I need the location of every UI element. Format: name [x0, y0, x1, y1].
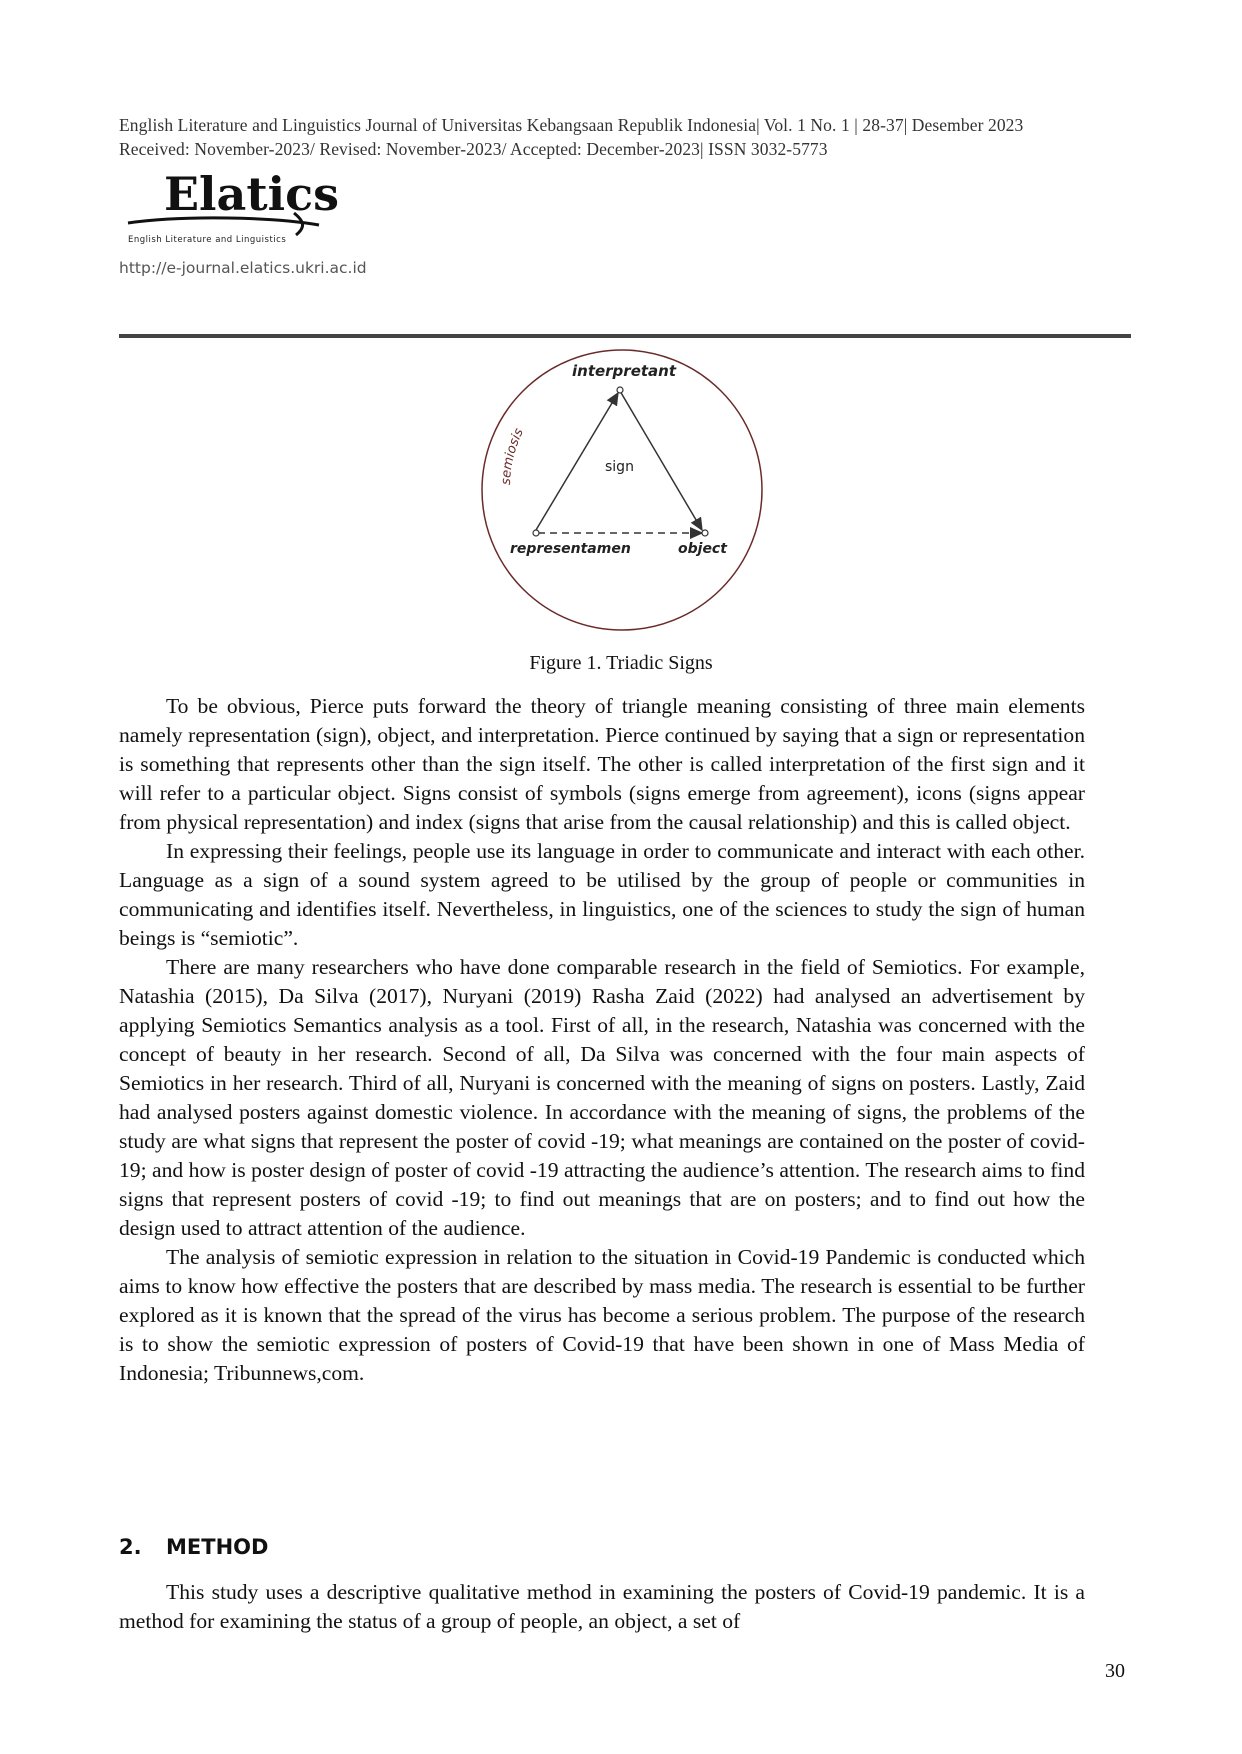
- object-label: object: [678, 541, 727, 557]
- journal-logo: [124, 165, 354, 250]
- section-number: 2.: [119, 1535, 142, 1559]
- paragraph: There are many researchers who have done comparable research in the field of Semiotics. For example, Natashia (2015), Da Silva (2017), Nuryani (2019) Rasha Zaid (2022) had analysed an advertisement by applying Semiotics Semantics analysis as a tool. First of all, in the research, Natashia was concerned with the concept of beauty in her research. Second of all, Da Silva was concerned with the four main aspects of Semiotics in her research. Third of all, Nuryani is concerned with the meaning of signs on posters. Lastly, Zaid had analysed posters against domestic violence. In accordance with the meaning of signs, the problems of the study are what signs that represent the poster of covid -19; what meanings are contained on the poster of covid-19; and how is poster design of poster of covid -19 attracting the audience’s attention. The research aims to find signs that represent posters of covid -19; to find out meanings that are on posters; and to find out how the design used to attract attention of the audience.: [119, 955, 1085, 1240]
- journal-url[interactable]: http://e-journal.elatics.ukri.ac.id: [119, 259, 367, 277]
- paragraph: The analysis of semiotic expression in relation to the situation in Covid-19 Pandemic is conducted which aims to know how effective the posters that are described by mass media. The research is essential to be further explored as it is known that the spread of the virus has become a serious problem. The purpose of the research is to show the semiotic expression of posters of Covid-19 that have been shown in one of Mass Media of Indonesia; Tribunnews,com.: [119, 1245, 1085, 1385]
- triadic-sign-figure: [480, 343, 770, 638]
- paragraph: In expressing their feelings, people use its language in order to communicate and interact with each other. Language as a sign of a sound system agreed to be utilised by the group of people or communities in communicating and identifies itself. Nevertheless, in linguistics, one of the sciences to study the sign of human beings is “semiotic”.: [119, 839, 1085, 950]
- section-heading: [119, 1535, 268, 1559]
- paragraph: To be obvious, Pierce puts forward the theory of triangle meaning consisting of three main elements namely representation (sign), object, and interpretation. Pierce continued by saying that a sign or representation is something that represents other than the sign itself. The other is called interpretation of the first sign and it will refer to a particular object. Signs consist of symbols (signs emerge from agreement), icons (signs appear from physical representation) and index (signs that arise from the causal relationship) and this is called object.: [119, 694, 1085, 834]
- node-object: [702, 530, 708, 536]
- sign-label: sign: [605, 459, 634, 475]
- figure-caption: Figure 1. Triadic Signs: [529, 652, 713, 674]
- body-text: [119, 692, 1085, 1388]
- journal-dates-line: Received: November-2023/ Revised: November-2023/ Accepted: December-2023| ISSN 3032-5773: [119, 139, 828, 159]
- method-text: [119, 1578, 1085, 1636]
- node-interpretant: [617, 387, 623, 393]
- logo-wordmark: Elatics: [164, 167, 339, 221]
- interpretant-label: interpretant: [572, 362, 677, 380]
- node-representamen: [533, 530, 539, 536]
- representamen-label: representamen: [510, 541, 631, 557]
- triadic-sign-diagram: [480, 343, 770, 638]
- page-number: 30: [1105, 1660, 1125, 1682]
- logo-subtitle: English Literature and Linguistics: [128, 235, 287, 245]
- journal-citation-line: English Literature and Linguistics Journal of Universitas Kebangsaan Republik Indonesia| Vol. 1 No. 1 | 28-37| Desember 2023: [119, 115, 1024, 135]
- paragraph: This study uses a descriptive qualitative method in examining the posters of Covid-19 pandemic. It is a method for examining the status of a group of people, an object, a set of: [119, 1580, 1085, 1633]
- section-title: METHOD: [166, 1535, 269, 1559]
- journal-header: [119, 113, 1129, 161]
- semiosis-label: semiosis: [498, 426, 527, 486]
- header-divider: [119, 334, 1131, 338]
